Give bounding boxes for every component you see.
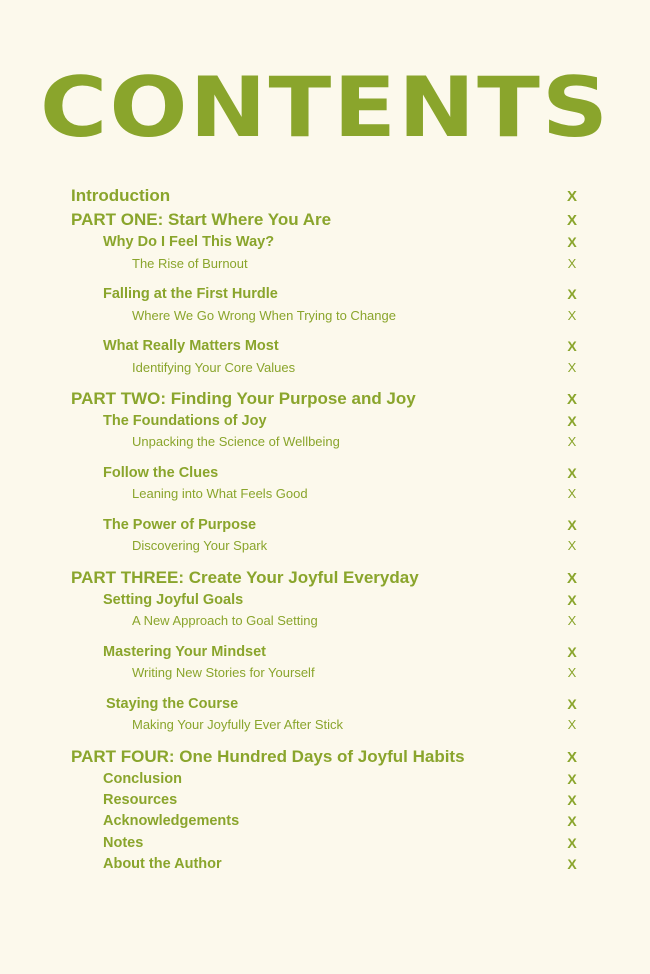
toc-entry-page: X bbox=[567, 696, 577, 712]
toc-entry-chapter[interactable] bbox=[103, 644, 578, 660]
toc-entry-label: Unpacking the Science of Wellbeing bbox=[132, 434, 340, 449]
toc-entry-page: X bbox=[567, 592, 577, 608]
toc-entry-page: X bbox=[567, 613, 577, 628]
toc-entry-notes[interactable] bbox=[103, 835, 578, 851]
toc-entry-label: Where We Go Wrong When Trying to Change bbox=[132, 308, 396, 323]
toc-entry-label: Conclusion bbox=[103, 771, 182, 787]
toc-entry-resources[interactable] bbox=[103, 792, 578, 808]
toc-entry-chapter[interactable] bbox=[103, 234, 578, 250]
toc-entry-subtitle[interactable] bbox=[132, 308, 578, 323]
toc-entry-introduction[interactable] bbox=[71, 186, 578, 206]
toc-entry-label: Writing New Stories for Yourself bbox=[132, 665, 315, 680]
toc-entry-label: Staying the Course bbox=[106, 696, 239, 712]
toc-entry-chapter[interactable] bbox=[106, 696, 578, 712]
toc-entry-page: X bbox=[567, 835, 577, 851]
toc-entry-label: A New Approach to Goal Setting bbox=[132, 613, 318, 628]
toc-entry-page: X bbox=[567, 644, 577, 660]
toc-entry-label: About the Author bbox=[103, 856, 222, 872]
toc-entry-label: PART ONE: Start Where You Are bbox=[71, 210, 332, 229]
toc-entry-page: X bbox=[567, 856, 577, 872]
toc-entry-label: Notes bbox=[103, 835, 144, 851]
toc-entry-label: Follow the Clues bbox=[103, 465, 219, 481]
toc-entry-page: X bbox=[567, 286, 577, 302]
toc-entry-page: X bbox=[567, 717, 577, 732]
toc-entry-page: X bbox=[567, 234, 577, 250]
toc-entry-page: X bbox=[567, 665, 577, 680]
toc-entry-page: X bbox=[566, 569, 577, 587]
toc-entry-chapter[interactable] bbox=[103, 338, 578, 354]
toc-entry-part-one[interactable] bbox=[71, 210, 578, 230]
toc-entry-page: X bbox=[567, 308, 577, 323]
toc-entry-part-three[interactable] bbox=[71, 568, 578, 588]
toc-entry-page: X bbox=[566, 211, 577, 229]
toc-entry-label: Identifying Your Core Values bbox=[132, 360, 296, 375]
toc-entry-page: X bbox=[567, 413, 577, 429]
toc-entry-page: X bbox=[567, 465, 577, 481]
toc-entry-label: Making Your Joyfully Ever After Stick bbox=[132, 717, 343, 732]
toc-entry-label: Acknowledgements bbox=[103, 813, 240, 829]
toc-entry-subtitle[interactable] bbox=[132, 434, 578, 449]
toc-entry-chapter[interactable] bbox=[103, 286, 578, 302]
toc-entry-subtitle[interactable] bbox=[132, 613, 578, 628]
toc-entry-page: X bbox=[567, 517, 577, 533]
toc-entry-label: PART TWO: Finding Your Purpose and Joy bbox=[71, 389, 416, 408]
toc-entry-chapter[interactable] bbox=[103, 592, 578, 608]
toc-entry-about-the-author[interactable] bbox=[103, 856, 578, 872]
toc-entry-chapter[interactable] bbox=[103, 465, 578, 481]
toc-entry-subtitle[interactable] bbox=[132, 717, 578, 732]
toc-entry-label: The Rise of Burnout bbox=[132, 256, 248, 271]
toc-entry-chapter[interactable] bbox=[103, 413, 578, 429]
toc-entry-page: X bbox=[567, 338, 577, 354]
toc-entry-conclusion[interactable] bbox=[103, 771, 578, 787]
page-title: CONTENTS bbox=[39, 59, 611, 156]
toc-entry-label: Mastering Your Mindset bbox=[103, 644, 267, 660]
toc-entry-label: PART THREE: Create Your Joyful Everyday bbox=[71, 568, 419, 587]
toc-entry-page: X bbox=[566, 748, 577, 766]
toc-entry-subtitle[interactable] bbox=[132, 360, 578, 375]
toc-entry-part-four[interactable] bbox=[71, 747, 578, 767]
toc-entry-label: The Foundations of Joy bbox=[103, 413, 267, 429]
toc-entry-subtitle[interactable] bbox=[132, 486, 578, 501]
toc-entry-page: X bbox=[567, 771, 577, 787]
toc-entry-part-two[interactable] bbox=[71, 389, 578, 409]
toc-entry-chapter[interactable] bbox=[103, 517, 578, 533]
toc-entry-label: Setting Joyful Goals bbox=[103, 592, 244, 608]
toc-entry-page: X bbox=[567, 256, 577, 271]
toc-entry-page: X bbox=[567, 486, 577, 501]
toc-entry-label: Resources bbox=[103, 792, 178, 808]
toc-entry-label: Falling at the First Hurdle bbox=[103, 286, 278, 302]
toc-entry-page: X bbox=[567, 360, 577, 375]
toc-entry-page: X bbox=[567, 434, 577, 449]
toc-entry-subtitle[interactable] bbox=[132, 665, 578, 680]
toc-entry-label: Discovering Your Spark bbox=[132, 538, 268, 553]
toc-entry-label: Why Do I Feel This Way? bbox=[103, 234, 275, 250]
toc-entry-page: X bbox=[567, 792, 577, 808]
toc-entry-label: What Really Matters Most bbox=[103, 338, 279, 354]
toc-entry-subtitle[interactable] bbox=[132, 538, 578, 553]
toc-entry-page: X bbox=[567, 813, 577, 829]
toc-entry-label: PART FOUR: One Hundred Days of Joyful Habits bbox=[71, 747, 465, 766]
toc-entry-page: X bbox=[567, 538, 577, 553]
toc-entry-label: Introduction bbox=[71, 186, 171, 205]
toc-entry-label: The Power of Purpose bbox=[103, 517, 257, 533]
toc-entry-page: X bbox=[566, 390, 577, 408]
toc-entry-acknowledgements[interactable] bbox=[103, 813, 578, 829]
toc-entry-label: Leaning into What Feels Good bbox=[132, 486, 308, 501]
toc-entry-subtitle[interactable] bbox=[132, 256, 578, 271]
toc-entry-page: X bbox=[566, 187, 577, 205]
